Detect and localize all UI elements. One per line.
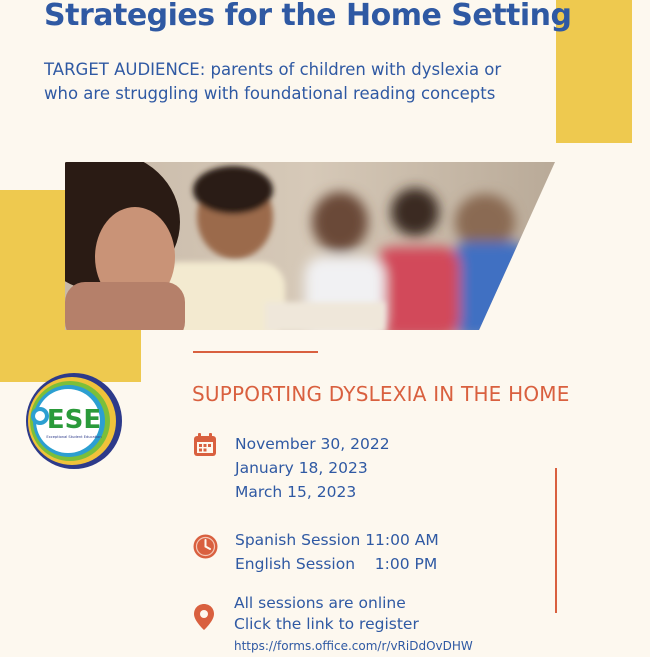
clock-icon: [193, 534, 218, 559]
target-audience-text: TARGET AUDIENCE: parents of children with dyslexia or who are struggling with foundational reading concepts: [44, 60, 502, 103]
registration-link[interactable]: https://forms.office.com/r/vRiDdOvDHW: [234, 639, 473, 653]
calendar-icon: [193, 433, 217, 457]
location-line: All sessions are online: [234, 594, 406, 612]
ese-logo: [22, 372, 126, 470]
ese-logo-subtext: Exceptional Student Education: [46, 435, 102, 439]
date-item: March 15, 2023: [235, 483, 357, 501]
session-times: [235, 528, 439, 576]
location-info: [234, 593, 473, 657]
page-title-line2: Strategies for the Home Setting: [44, 0, 572, 33]
location-pin-icon: [193, 603, 215, 631]
date-item: January 18, 2023: [235, 459, 368, 477]
date-item: November 30, 2022: [235, 435, 390, 453]
heading-divider: [193, 351, 318, 353]
session-time-item: Spanish Session 11:00 AM: [235, 531, 439, 549]
ese-logo-text: ESE: [46, 405, 102, 435]
event-heading: SUPPORTING DYSLEXIA IN THE HOME: [192, 382, 570, 406]
children-reading-photo: [65, 162, 555, 330]
page-title: [44, 0, 572, 38]
session-time-item: English Session 1:00 PM: [235, 555, 438, 573]
accent-vertical-line: [555, 468, 557, 613]
location-line: Click the link to register: [234, 615, 419, 633]
session-dates: [235, 432, 390, 504]
